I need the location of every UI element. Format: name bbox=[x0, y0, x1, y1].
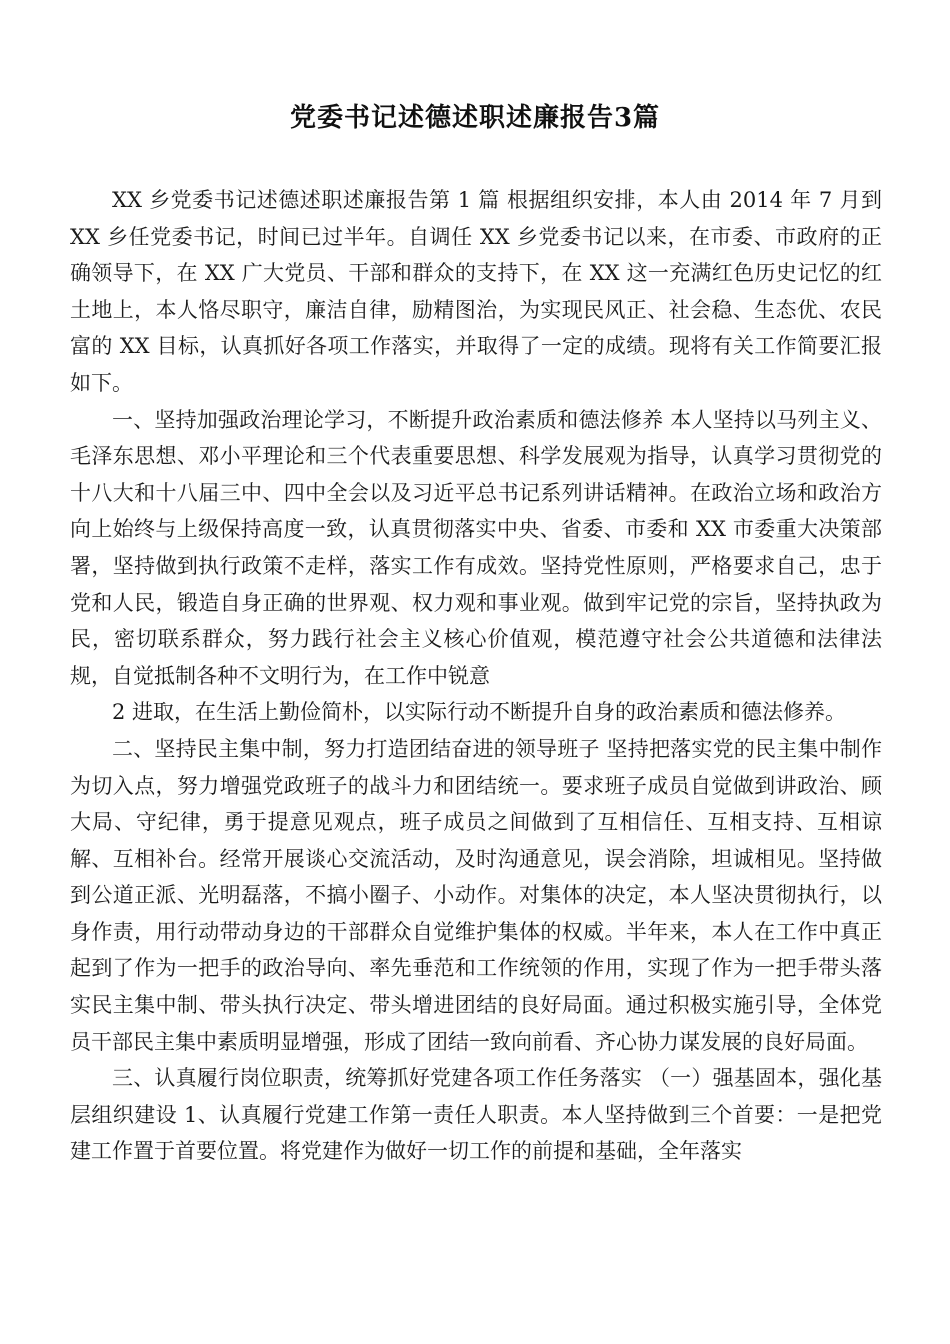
document-body bbox=[70, 182, 882, 1170]
paragraph-intro: XX 乡党委书记述德述职述廉报告第 1 篇 根据组织安排，本人由 2014 年 7 月到 XX 乡任党委书记，时间已过半年。自调任 XX 乡党委书记以来，在市委、市政府的正确领导下，在 XX 广大党员、干部和群众的支持下，在 XX 这一充满红色历史记忆的红土地上，本人恪尽职守，廉洁自律，励精图治，为实现民风正、社会稳、生态优、农民富的 XX 目标，认真抓好各项工作落实，并取得了一定的成绩。现将有关工作简要汇报如下。 bbox=[70, 188, 882, 395]
document-title: 党委书记述德述职述廉报告3篇 bbox=[289, 103, 661, 133]
paragraph-section-1: 一、坚持加强政治理论学习，不断提升政治素质和德法修养 本人坚持以马列主义、毛泽东思想、邓小平理论和三个代表重要思想、科学发展观为指导，认真学习贯彻党的十八大和十八届三中、四中全会以及习近平总书记系列讲话精神。在政治立场和政治方向上始终与上级保持高度一致，认真贯彻落实中央、省委、市委和 XX 市委重大决策部署，坚持做到执行政策不走样，落实工作有成效。坚持党性原则，严格要求自己，忠于党和人民，锻造自身正确的世界观、权力观和事业观。做到牢记党的宗旨，坚持执政为民，密切联系群众，努力践行社会主义核心价值观，模范遵守社会公共道德和法律法规，自觉抵制各种不文明行为，在工作中锐意 bbox=[70, 407, 882, 688]
paragraph-section-2: 二、坚持民主集中制，努力打造团结奋进的领导班子 坚持把落实党的民主集中制作为切入点，努力增强党政班子的战斗力和团结统一。要求班子成员自觉做到讲政治、顾大局、守纪律，勇于提意见观点，班子成员之间做到了互相信任、互相支持、互相谅解、互相补台。经常开展谈心交流活动，及时沟通意见，误会消除，坦诚相见。坚持做到公道正派、光明磊落，不搞小圈子、小动作。对集体的决定，本人坚决贯彻执行，以身作责，用行动带动身边的干部群众自觉维护集体的权威。半年来，本人在工作中真正起到了作为一把手的政治导向、率先垂范和工作统领的作用，实现了作为一把手带头落实民主集中制、带头执行决定、带头增进团结的良好局面。通过积极实施引导，全体党员干部民主集中素质明显增强，形成了团结一致向前看、齐心协力谋发展的良好局面。 bbox=[70, 736, 882, 1054]
paragraph-section-3: 三、认真履行岗位职责，统筹抓好党建各项工作任务落实 （一）强基固本，强化基层组织建设 1、认真履行党建工作第一责任人职责。本人坚持做到三个首要：一是把党建工作置于首要位置。将党建作为做好一切工作的前提和基础，全年落实 bbox=[70, 1066, 882, 1164]
paragraph-section-1-continued: 2 进取，在生活上勤俭简朴，以实际行动不断提升自身的政治素质和德法修养。 bbox=[112, 700, 847, 725]
